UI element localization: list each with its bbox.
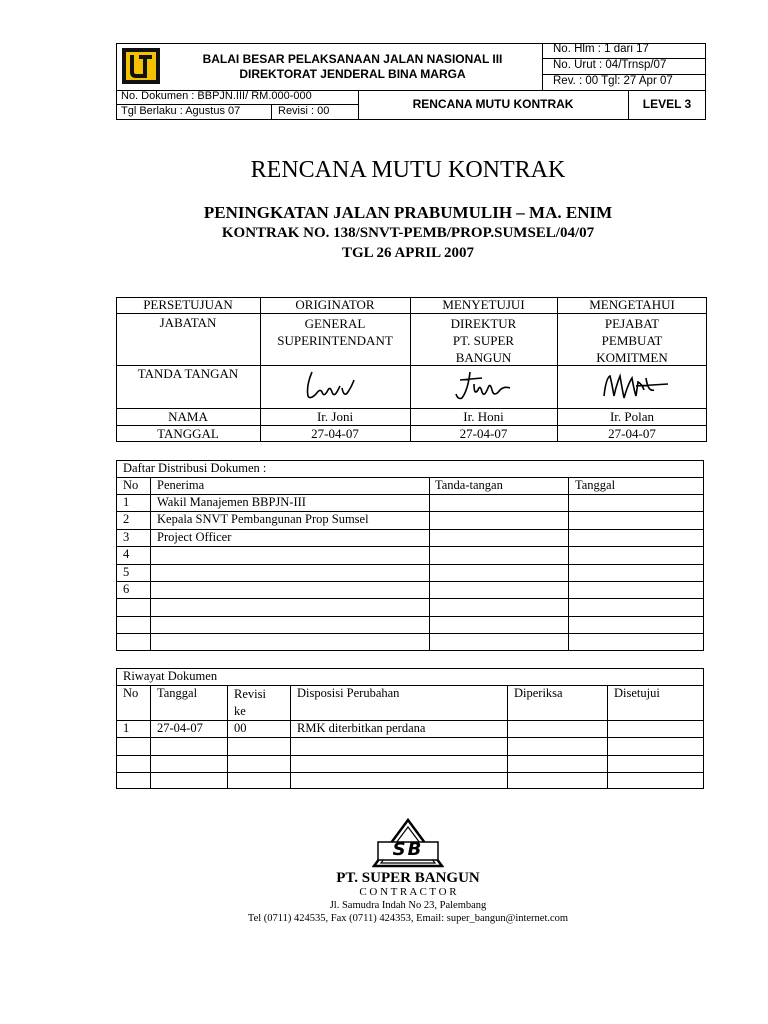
distribution-row-divider [116, 598, 704, 599]
history-header-diperiksa: Diperiksa [514, 686, 563, 700]
sequence-number: No. Urut : 04/Trnsp/07 [553, 59, 667, 71]
jabatan-label: JABATAN [159, 315, 217, 330]
tanggal-label: TANGGAL [157, 426, 219, 441]
history-header-disetujui: Disetujui [614, 686, 660, 700]
company-address: Jl. Samudra Indah No 23, Palembang [329, 900, 487, 911]
history-cell: 00 [234, 721, 247, 735]
distribution-row-divider [116, 633, 704, 634]
distribution-cell: 2 [123, 512, 130, 527]
nama-menyetujui: Ir. Honi [463, 409, 504, 424]
effective-date: Tgl Berlaku : Agustus 07 [121, 105, 241, 117]
project-name: PENINGKATAN JALAN PRABUMULIH – MA. ENIM [203, 203, 613, 222]
company-contact: Tel (0711) 424535, Fax (0711) 424353, Email: super_bangun@internet.com [247, 913, 569, 924]
page-title: RENCANA MUTU KONTRAK [250, 157, 566, 183]
distribution-cell: 3 [123, 529, 130, 544]
distribution-header-no: No [123, 478, 139, 492]
contract-date: TGL 26 APRIL 2007 [341, 245, 475, 261]
contract-number: KONTRAK NO. 138/SNVT-PEMB/PROP.SUMSEL/04/07 [221, 225, 595, 241]
history-header-disposisi: Disposisi Perubahan [297, 686, 400, 700]
signature-originator [300, 368, 370, 409]
revision-info: Rev. : 00 Tgl: 27 Apr 07 [553, 75, 673, 87]
history-header-no: No [123, 686, 139, 700]
nama-mengetahui: Ir. Polan [609, 409, 655, 424]
distribution-header-tanda-tangan: Tanda-tangan [435, 478, 503, 492]
approval-header-originator: ORIGINATOR [295, 297, 375, 312]
signature-mengetahui [598, 368, 678, 409]
distribution-cell: 1 [123, 495, 130, 509]
company-logo [372, 818, 444, 868]
company-role: C O N T R A C T O R [359, 886, 457, 898]
distribution-row-divider [116, 581, 704, 582]
approval-header-persetujuan: PERSETUJUAN [143, 297, 233, 312]
document-type: RENCANA MUTU KONTRAK [412, 97, 574, 111]
revision-number: Revisi : 00 [278, 105, 330, 117]
history-title: Riwayat Dokumen [123, 669, 218, 683]
directorate-name: DIREKTORAT JENDERAL BINA MARGA [239, 67, 466, 81]
history-header-tanggal: Tanggal [157, 686, 198, 700]
distribution-cell: Wakil Manajemen BBPJN-III [157, 495, 306, 509]
distribution-row-divider [116, 564, 704, 565]
history-cell: 1 [123, 721, 130, 735]
distribution-header-tanggal: Tanggal [575, 478, 616, 492]
tanggal-menyetujui: 27-04-07 [459, 426, 508, 441]
distribution-header-penerima: Penerima [157, 478, 205, 492]
signature-menyetujui [448, 368, 518, 409]
nama-label: NAMA [168, 409, 208, 424]
tanggal-originator: 27-04-07 [311, 426, 359, 441]
jabatan-mengetahui: PEJABAT PEMBUAT KOMITMEN [596, 316, 668, 365]
history-cell: RMK diterbitkan perdana [297, 721, 426, 735]
jabatan-menyetujui: DIREKTUR PT. SUPER BANGUN [450, 316, 517, 365]
nama-originator: Ir. Joni [316, 409, 354, 424]
approval-header-mengetahui: MENGETAHUI [589, 297, 675, 312]
company-name: PT. SUPER BANGUN [336, 870, 480, 886]
distribution-title: Daftar Distribusi Dokumen : [123, 461, 267, 475]
history-header-revisi: Revisi ke [234, 687, 266, 718]
history-row-divider [116, 737, 704, 738]
distribution-cell: 5 [123, 564, 130, 579]
org-name: BALAI BESAR PELAKSANAAN JALAN NASIONAL III [202, 52, 503, 66]
tanggal-mengetahui: 27-04-07 [608, 426, 656, 441]
history-row-divider [116, 772, 704, 773]
approval-header-menyetujui: MENYETUJUI [442, 297, 525, 312]
tanda-tangan-label: TANDA TANGAN [137, 366, 239, 381]
distribution-cell: 6 [123, 582, 130, 596]
ministry-logo [122, 48, 160, 84]
distribution-cell: Kepala SNVT Pembangunan Prop Sumsel [157, 512, 369, 527]
document-level: LEVEL 3 [642, 97, 692, 111]
distribution-row-divider [116, 616, 704, 617]
history-row-divider [116, 755, 704, 756]
history-cell: 27-04-07 [157, 721, 203, 735]
page-number: No. Hlm : 1 dari 17 [553, 43, 649, 55]
document-number: No. Dokumen : BBPJN.III/ RM.000-000 [121, 90, 312, 102]
distribution-cell: Project Officer [157, 529, 232, 544]
company-logo-text: SB [392, 839, 424, 860]
distribution-row-divider [116, 546, 704, 547]
distribution-cell: 4 [123, 547, 130, 562]
jabatan-originator: GENERAL SUPERINTENDANT [277, 316, 393, 348]
